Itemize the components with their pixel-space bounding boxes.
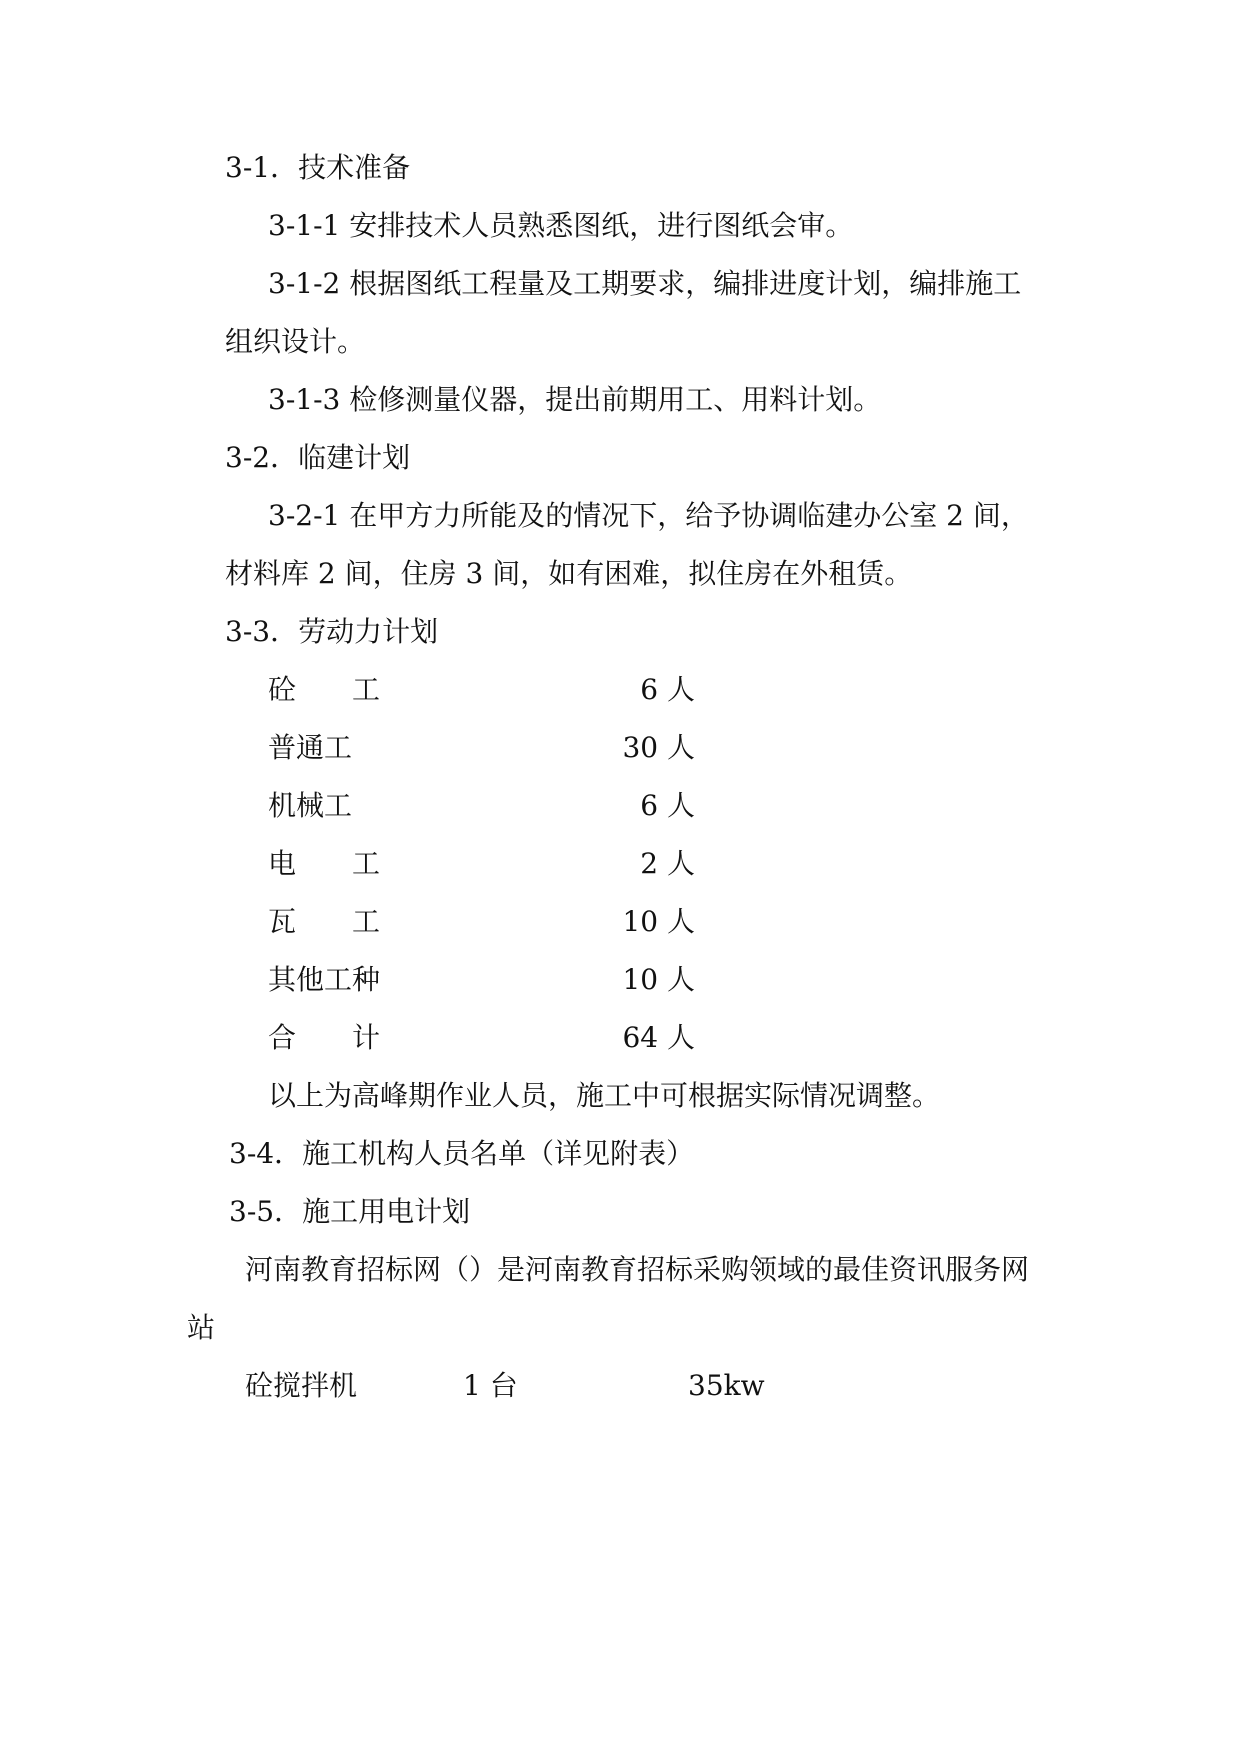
labor-count: 6 人 — [640, 673, 695, 706]
labor-trade: 普通工 — [268, 731, 353, 764]
labor-count: 2 人 — [640, 847, 695, 880]
section-3-2-1-text-line1: 3-2-1 在甲方力所能及的情况下，给予协调临建办公室 2 间， — [268, 499, 1029, 532]
equipment-power: 35kw — [688, 1369, 765, 1402]
labor-trade: 合 计 — [268, 1021, 381, 1054]
section-3-1-2-text-line1: 3-1-2 根据图纸工程量及工期要求，编排进度计划，编排施工 — [268, 267, 1022, 300]
equipment-name: 砼搅拌机 — [245, 1369, 358, 1402]
section-3-4-heading: 3-4．施工机构人员名单（详见附表） — [229, 1137, 695, 1170]
labor-trade: 机械工 — [268, 789, 353, 822]
labor-trade: 电 工 — [268, 847, 381, 880]
labor-trade: 瓦 工 — [268, 905, 381, 938]
section-3-1-heading: 3-1．技术准备 — [225, 151, 411, 184]
labor-trade: 砼 工 — [268, 673, 381, 706]
equipment-qty: 1 台 — [463, 1369, 518, 1402]
watermark-ad-text-line2: 站 — [187, 1311, 216, 1344]
labor-count: 10 人 — [622, 963, 695, 996]
labor-note: 以上为高峰期作业人员，施工中可根据实际情况调整。 — [268, 1079, 941, 1112]
watermark-ad-text-line1: 河南教育招标网（）是河南教育招标采购领域的最佳资讯服务网 — [245, 1253, 1030, 1286]
section-3-1-2-text-line2: 组织设计。 — [225, 325, 366, 358]
labor-count: 64 人 — [622, 1021, 695, 1054]
section-3-5-heading: 3-5．施工用电计划 — [229, 1195, 471, 1228]
labor-trade: 其他工种 — [268, 963, 381, 996]
labor-count: 10 人 — [622, 905, 695, 938]
section-3-1-3-text: 3-1-3 检修测量仪器，提出前期用工、用料计划。 — [268, 383, 882, 416]
section-3-2-heading: 3-2．临建计划 — [225, 441, 411, 474]
section-3-1-1-text: 3-1-1 安排技术人员熟悉图纸，进行图纸会审。 — [268, 209, 854, 242]
labor-count: 30 人 — [622, 731, 695, 764]
section-3-3-heading: 3-3．劳动力计划 — [225, 615, 439, 648]
labor-count: 6 人 — [640, 789, 695, 822]
section-3-2-1-text-line2: 材料库 2 间，住房 3 间，如有困难，拟住房在外租赁。 — [225, 557, 913, 590]
